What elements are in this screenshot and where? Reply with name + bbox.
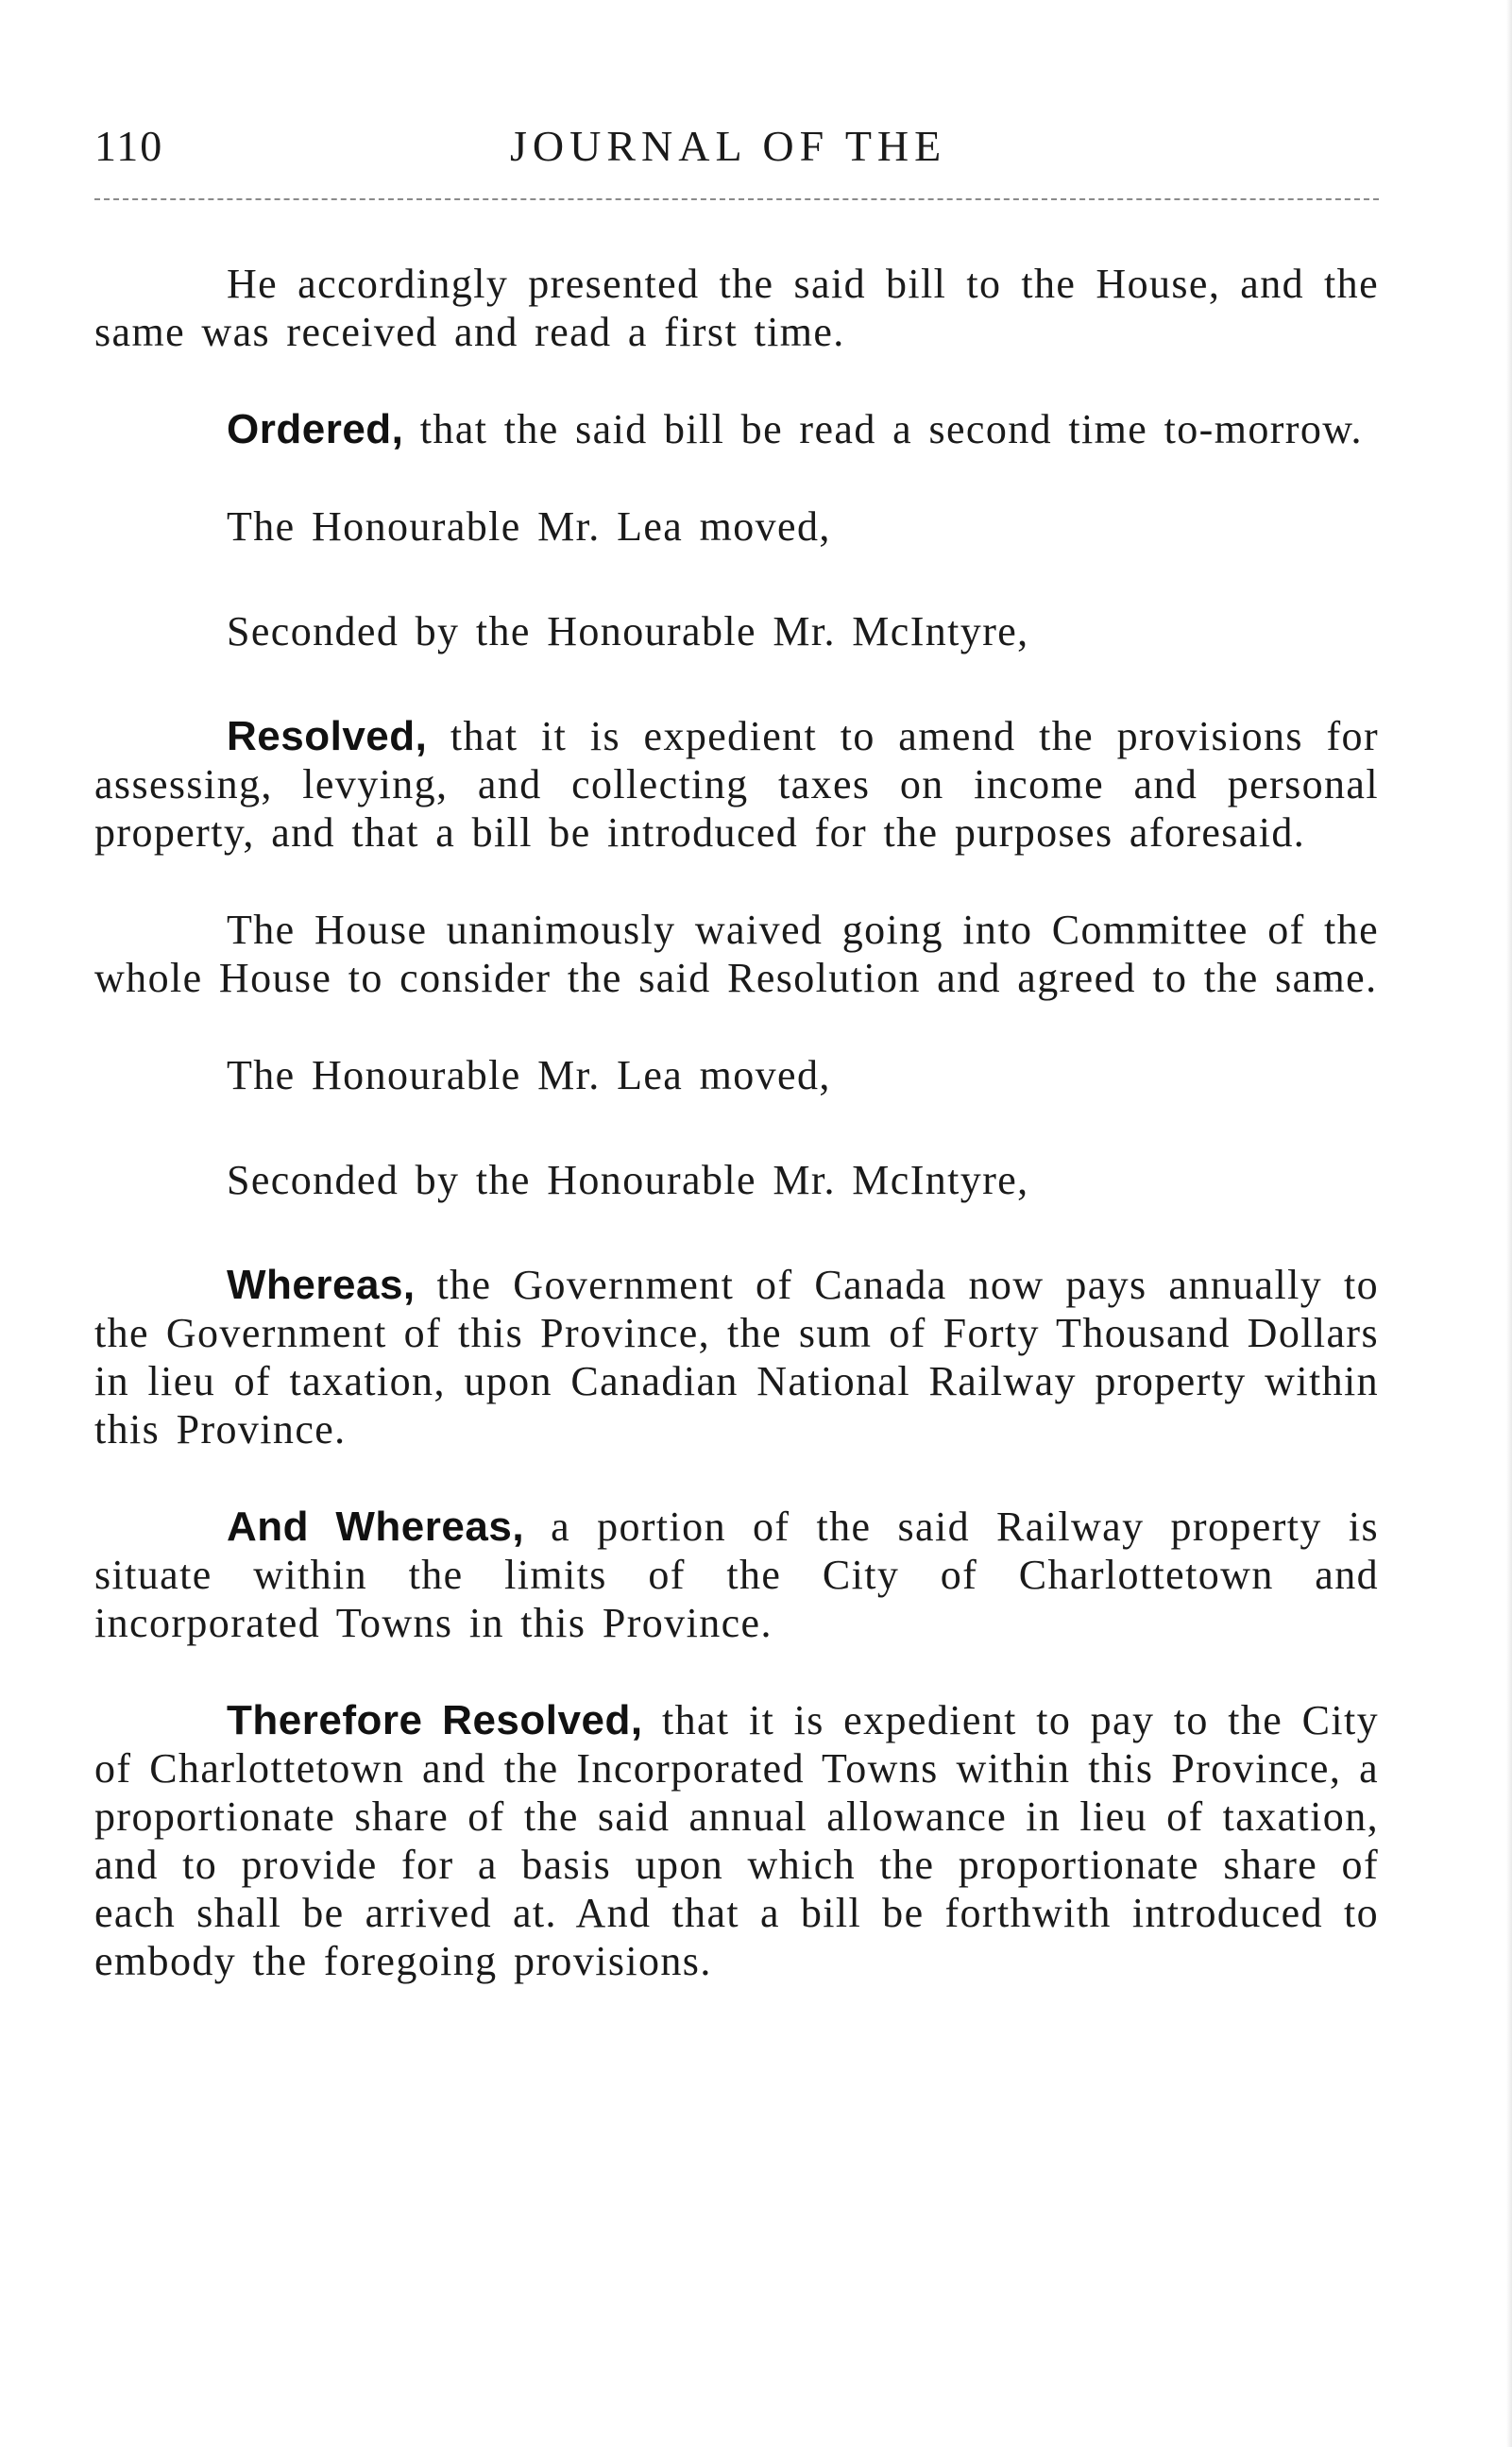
paragraph-lead: Whereas, <box>227 1262 416 1308</box>
paragraph-committee-waived <box>94 906 1379 1002</box>
paragraph-lead: Therefore Resolved, <box>227 1697 643 1743</box>
paragraph-moved <box>94 1051 1379 1099</box>
paragraph-text: The Honourable Mr. Lea moved, <box>227 1052 831 1098</box>
paragraph-text: that it is expedient to pay to the City of Charlottetown and the Incorporated Towns within this Province, a proportionate share of the said annual allowance in lieu of taxation, and to provide for a basis upon which the proportionate share of each shall be arrived at. And that a bill be forthwith introduced to embody the foregoing provisions. <box>94 1697 1380 1984</box>
page-body <box>94 260 1379 2034</box>
paragraph-text: the Government of Canada now pays annually to the Government of this Province, the sum of Forty Thousand Dollars in lieu of taxation, upon Canadian National Railway property within this Province. <box>94 1262 1379 1453</box>
paragraph-text: Seconded by the Honourable Mr. McIntyre, <box>227 1157 1029 1203</box>
running-head: JOURNAL OF THE <box>510 122 947 170</box>
paragraph-text: The Honourable Mr. Lea moved, <box>227 503 831 550</box>
page-header <box>94 121 1379 178</box>
paragraph-resolved-income-tax <box>94 712 1379 857</box>
paragraph-text: The House unanimously waived going into Committee of the whole House to consider the said Resolution and agreed to the same. <box>94 907 1379 1001</box>
paragraph-text: that it is expedient to amend the provisions for assessing, levying, and collecting taxes on income and personal property, and that a bill be introduced for the purposes aforesaid. <box>94 713 1379 856</box>
paragraph-text: He accordingly presented the said bill to the House, and the same was received and read a first time. <box>94 261 1379 355</box>
page-number: 110 <box>94 122 164 170</box>
paragraph-moved <box>94 502 1379 551</box>
paragraph-bill-presented <box>94 260 1379 356</box>
paragraph-lead: Ordered, <box>227 406 404 452</box>
header-rule <box>94 198 1379 200</box>
paragraph-lead: And Whereas, <box>227 1504 525 1550</box>
paragraph-seconded <box>94 1156 1379 1204</box>
page-edge-shadow <box>1506 0 1512 2447</box>
paragraph-text: that the said bill be read a second time to-morrow. <box>403 406 1363 452</box>
paragraph-text: a portion of the said Railway property is situate within the limits of the City of Charlottetown and incorporated Towns in this Province. <box>94 1504 1379 1646</box>
paragraph-therefore-resolved <box>94 1696 1379 1985</box>
paragraph-lead: Resolved, <box>227 713 428 759</box>
paragraph-and-whereas <box>94 1503 1379 1647</box>
paragraph-seconded <box>94 607 1379 655</box>
paragraph-text: Seconded by the Honourable Mr. McIntyre, <box>227 608 1029 654</box>
paragraph-ordered <box>94 405 1379 453</box>
paragraph-whereas <box>94 1261 1379 1453</box>
